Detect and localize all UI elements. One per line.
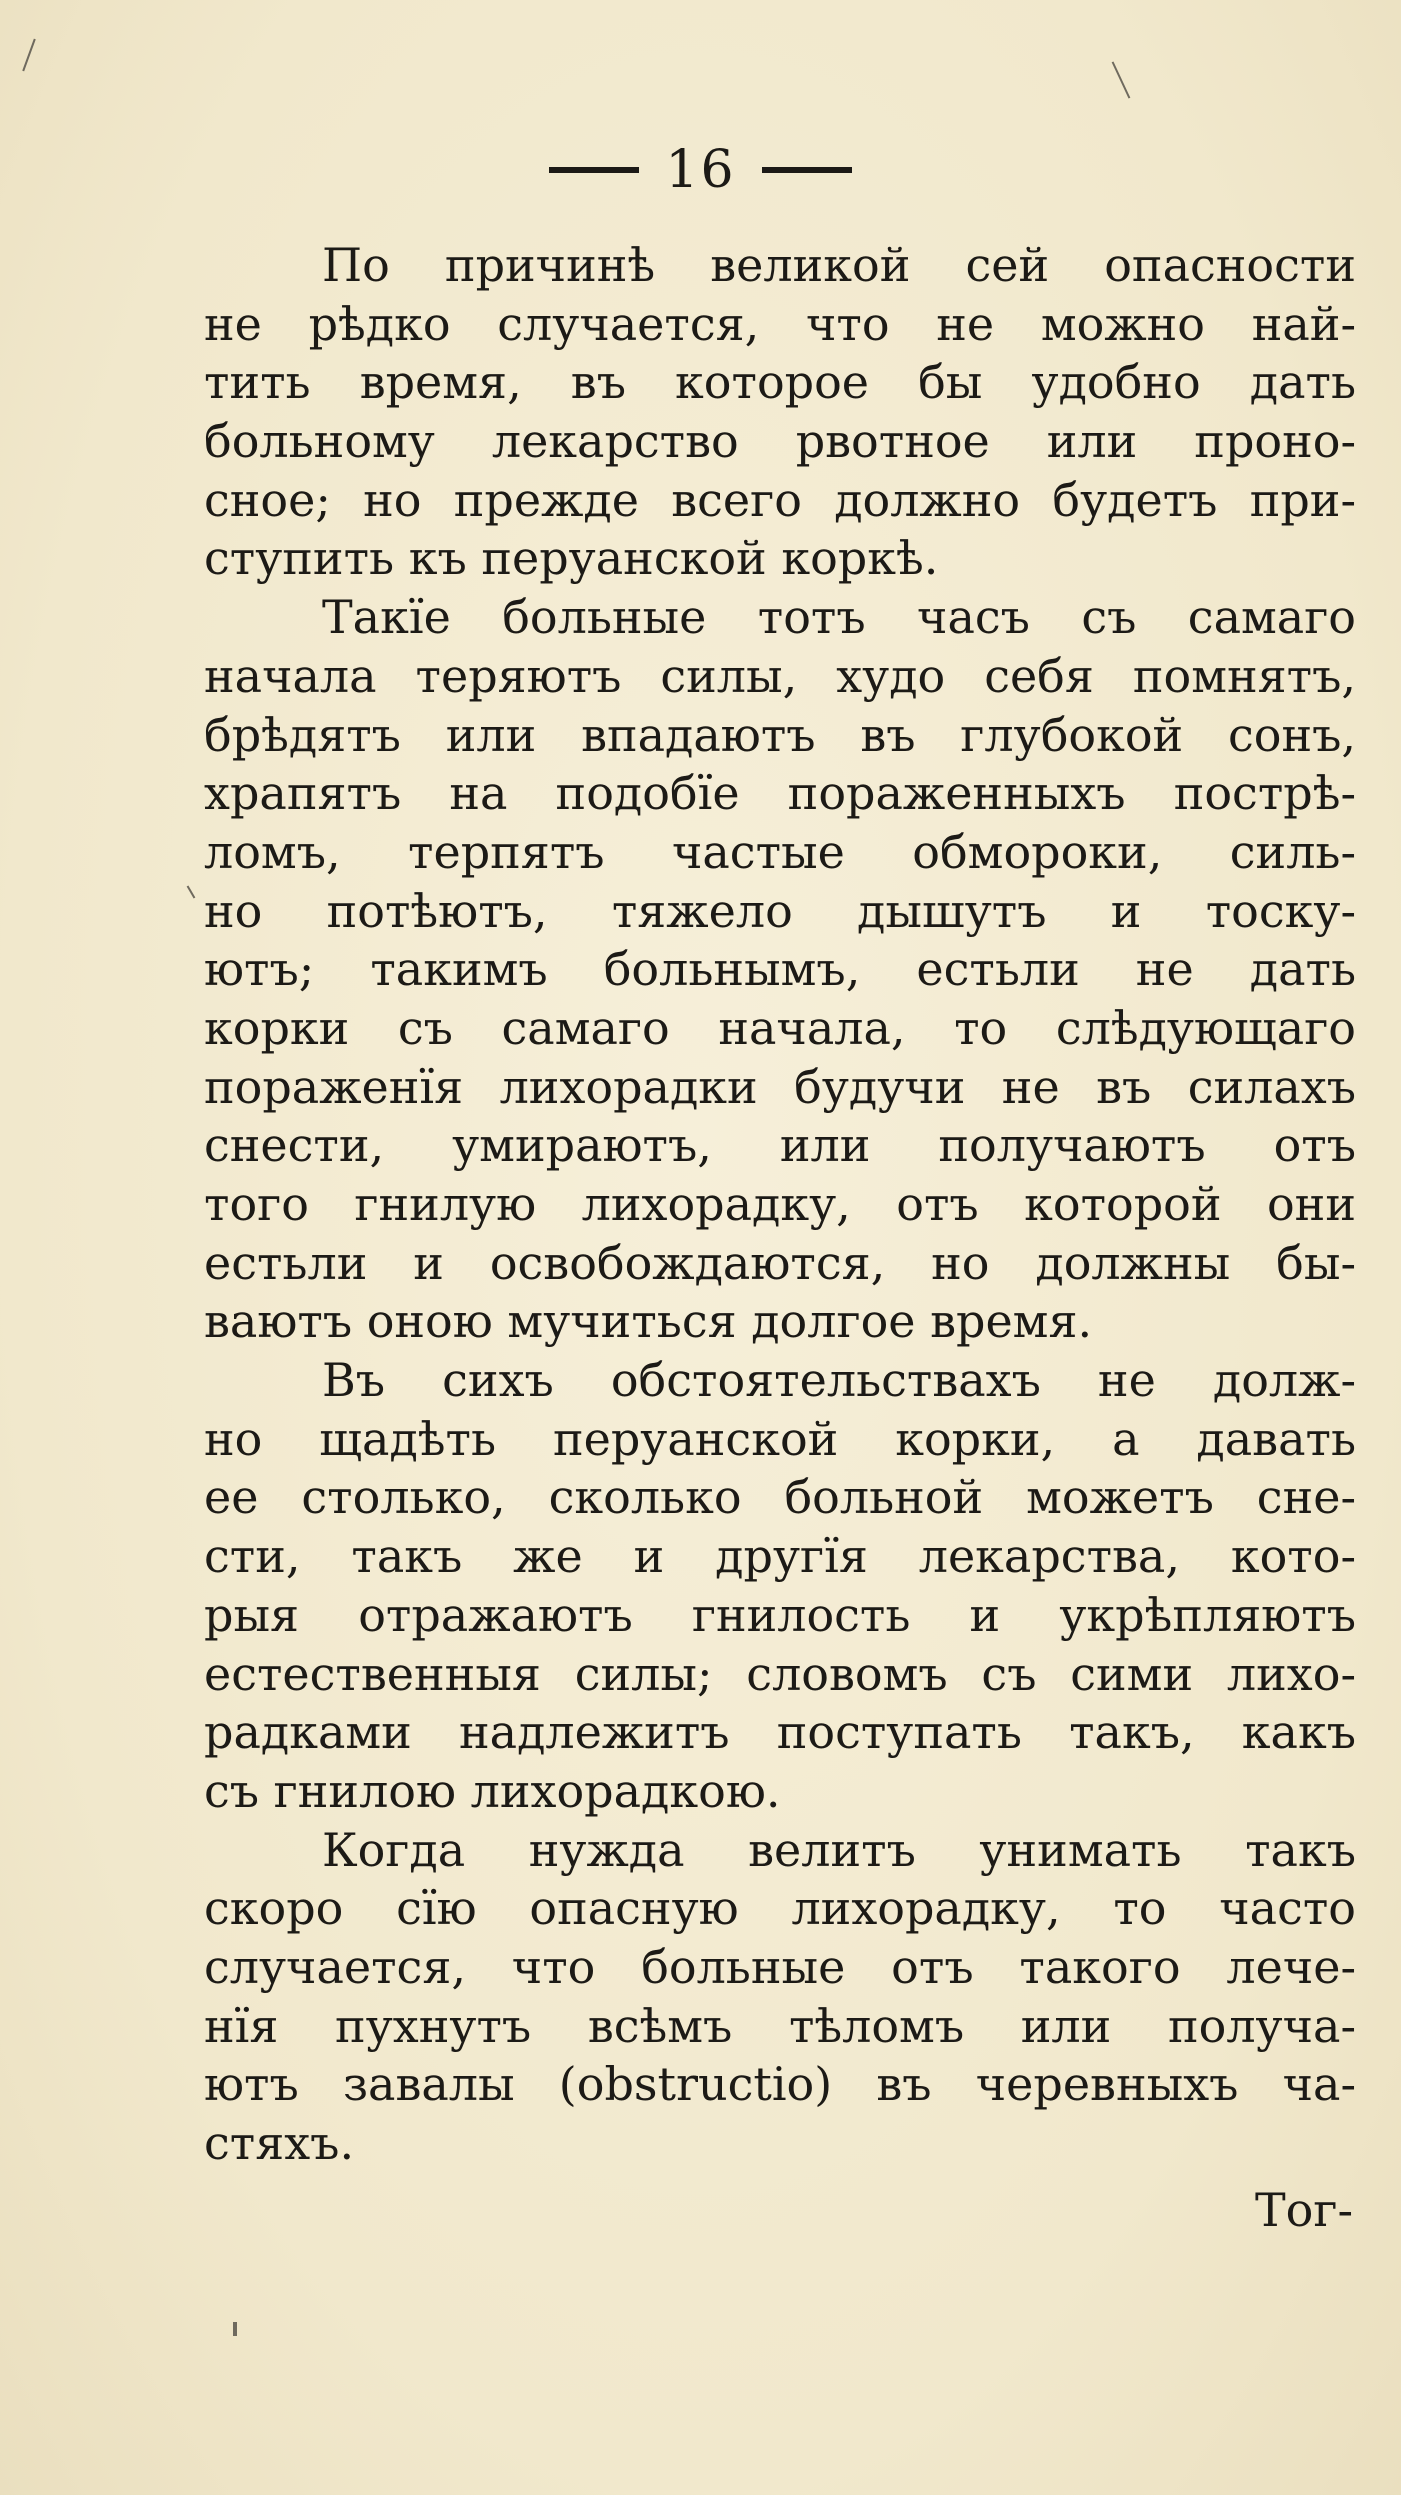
text-line: ютъ завалы (obstructio) въ черевныхъ ча- <box>204 2057 1356 2112</box>
text-line: случается, что больные отъ такого лече- <box>204 1939 1356 1994</box>
text-line: ступить къ перуанской коркѣ. <box>204 531 939 586</box>
text-line: естьли и освобождаются, но должны бы- <box>204 1235 1356 1290</box>
text-line: снести, умираютъ, или получаютъ отъ <box>204 1118 1356 1173</box>
text-line: но щадѣть перуанской корки, а давать <box>204 1411 1356 1466</box>
text-line: Такїе больные тотъ часъ съ самаго <box>322 590 1356 645</box>
text-line: сти, такъ же и другїя лекарства, кото- <box>204 1529 1356 1584</box>
header-dash-right <box>762 167 852 173</box>
text-line: но потѣютъ, тяжело дышутъ и тоску- <box>204 883 1356 938</box>
text-line: ваютъ оною мучиться долгое время. <box>204 1294 1093 1349</box>
text-line: радками надлежитъ поступать такъ, какъ <box>204 1705 1356 1760</box>
text-line: не рѣдко случается, что не можно най- <box>204 296 1356 351</box>
text-line: брѣдятъ или впадаютъ въ глубокой сонъ, <box>204 707 1356 762</box>
text-line: храпятъ на подобїе пораженныхъ пострѣ- <box>204 766 1356 821</box>
text-line: ее столько, сколько больной можетъ сне- <box>204 1470 1356 1525</box>
text-line: скоро сїю опасную лихорадку, то часто <box>204 1881 1356 1936</box>
text-line: пораженїя лихорадки будучи не въ силахъ <box>204 1059 1356 1114</box>
text-line: корки съ самаго начала, то слѣдующаго <box>204 1000 1356 1055</box>
text-line: того гнилую лихорадку, отъ которой они <box>204 1177 1356 1231</box>
text-line: стяхъ. <box>204 2116 355 2170</box>
page-number: 16 <box>665 140 736 200</box>
scan-mark <box>233 2322 237 2336</box>
text-line: По причинѣ великой сей опасности <box>322 238 1356 292</box>
scan-mark <box>1112 61 1131 98</box>
scan-mark <box>22 39 36 72</box>
text-line: тить время, въ которое бы удобно дать <box>204 355 1356 410</box>
text-line: Когда нужда велитъ унимать такъ <box>322 1822 1356 1877</box>
catchword: Тог- <box>1254 2183 1353 2237</box>
header-dash-left <box>549 167 639 173</box>
page-header <box>0 140 1401 200</box>
text-line: Въ сихъ обстоятельствахъ не долж- <box>322 1353 1356 1408</box>
text-line: сное; но прежде всего должно будетъ при- <box>204 472 1356 527</box>
text-line: естественныя силы; словомъ съ сими лихо- <box>204 1646 1356 1701</box>
text-line: ломъ, терпятъ частые обмороки, силь- <box>204 824 1356 879</box>
text-line: ютъ; такимъ больнымъ, естьли не дать <box>204 942 1356 997</box>
text-line: больному лекарство рвотное или проно- <box>204 414 1356 469</box>
text-line: нїя пухнутъ всѣмъ тѣломъ или получа- <box>204 1998 1356 2053</box>
text-line: начала теряютъ силы, худо себя помнятъ, <box>204 648 1356 703</box>
text-line: рыя отражаютъ гнилость и укрѣпляютъ <box>204 1587 1356 1642</box>
page-text <box>204 236 1356 2173</box>
scan-mark <box>187 885 196 898</box>
text-line: съ гнилою лихорадкою. <box>204 1763 781 1818</box>
